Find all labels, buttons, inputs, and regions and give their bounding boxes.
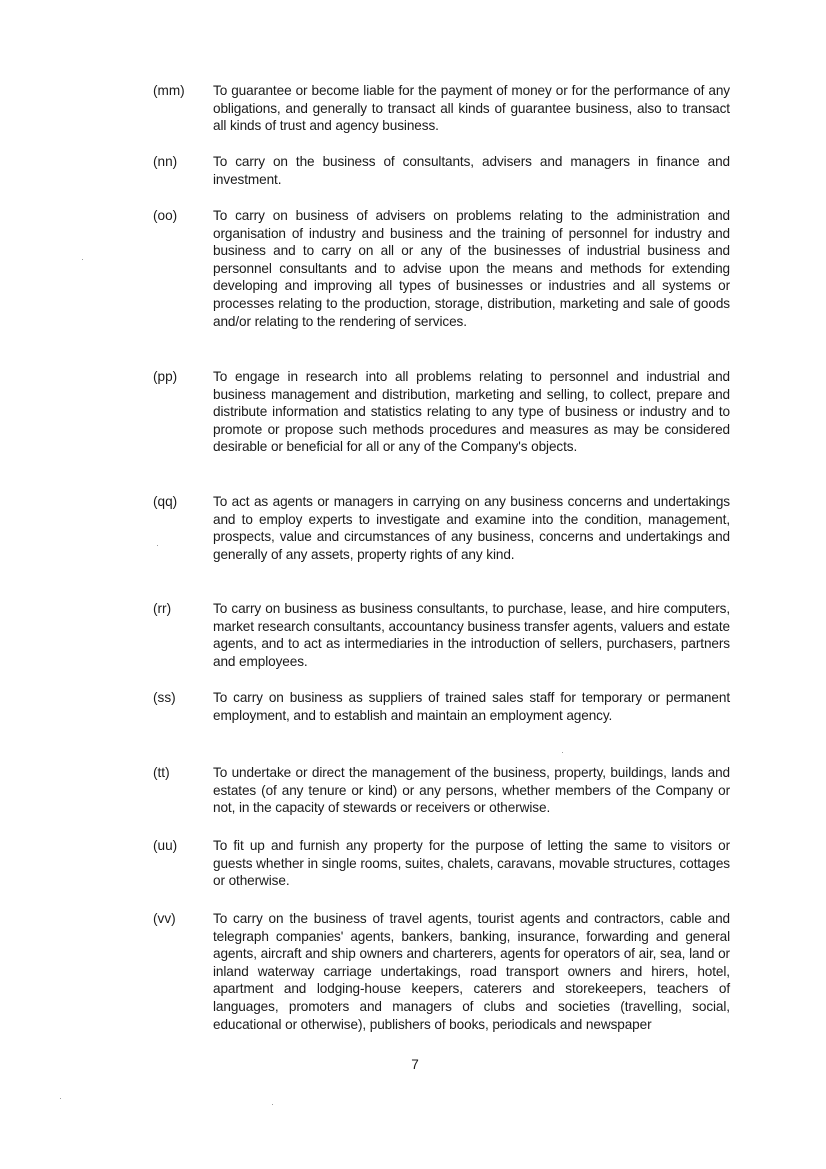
clause-text: To carry on business as business consultants, to purchase, lease, and hire computers, market research consultants, accountancy business transfer agents, valuers and estate agents, and to act as intermediaries in the introduction of sellers, purchasers, partners and employees. (213, 601, 730, 669)
clause-text: To engage in research into all problems relating to personnel and industrial and business management and distribution, marketing and selling, to collect, prepare and distribute information and statistics relating to any type of business or industry and to promote or propose such methods procedures and measures as may be considered desirable or beneficial for all or any of the Company's objects. (213, 369, 730, 455)
clause-text: To carry on the business of travel agents, tourist agents and contractors, cable and telegraph companies' agents, bankers, banking, insurance, forwarding and general agents, aircraft and ship owners and charterers, agents for operators of air, sea, land or inland waterway carriage undertakings, road transport owners and hirers, hotel, apartment and lodging-house keepers, caterers and storekeepers, teachers of languages, promoters and managers of clubs and societies (travelling, social, educational or otherwise), publishers of books, periodicals and newspaper (213, 911, 730, 1032)
clause-text: To undertake or direct the management of the business, property, buildings, lands and estates (of any tenure or kind) or any persons, whether members of the Company or not, in the capacity of stewards or receivers or otherwise. (213, 765, 730, 816)
clause-label: (rr) (153, 601, 172, 616)
clause-label: (nn) (153, 154, 178, 169)
clause-label: (tt) (153, 765, 170, 780)
clause-label: (oo) (153, 208, 178, 223)
clause-label: (uu) (153, 838, 178, 853)
clause-text: To carry on the business of consultants, advisers and managers in finance and investment. (213, 154, 730, 187)
page-number: 7 (411, 1057, 419, 1072)
scan-speck (82, 259, 83, 260)
clause-text: To carry on business of advisers on problems relating to the administration and organisation of industry and business and the training of personnel for industry and business and to carry on all or any of the businesses of industrial business and personnel consultants and to advise upon the means and methods for extending developing and improving all types of businesses or industries and all systems or processes relating to the production, storage, distribution, marketing and sale of goods and/or relating to the rendering of services. (213, 208, 730, 329)
clause-text: To carry on business as suppliers of trained sales staff for temporary or permanent employment, and to establish and maintain an employment agency. (213, 690, 730, 723)
clause-text: To act as agents or managers in carrying on any business concerns and undertakings and to employ experts to investigate and examine into the condition, management, prospects, value and circumstances of any business, concerns and undertakings and generally of any assets, property rights of any kind. (213, 494, 730, 562)
scan-speck (562, 752, 563, 753)
scan-speck (157, 545, 158, 546)
clause-text: To fit up and furnish any property for the purpose of letting the same to visitors or guests whether in single rooms, suites, chalets, caravans, movable structures, cottages or otherwise. (213, 838, 730, 889)
clause-label: (pp) (153, 369, 178, 384)
clause-label: (ss) (153, 690, 176, 705)
clause-label: (qq) (153, 494, 178, 509)
scan-speck (60, 1098, 61, 1099)
clause-label: (mm) (153, 83, 185, 98)
scan-speck (272, 1104, 273, 1105)
clause-text: To guarantee or become liable for the payment of money or for the performance of any obligations, and generally to transact all kinds of guarantee business, also to transact all kinds of trust and agency business. (213, 83, 730, 134)
clause-label: (vv) (153, 911, 176, 926)
